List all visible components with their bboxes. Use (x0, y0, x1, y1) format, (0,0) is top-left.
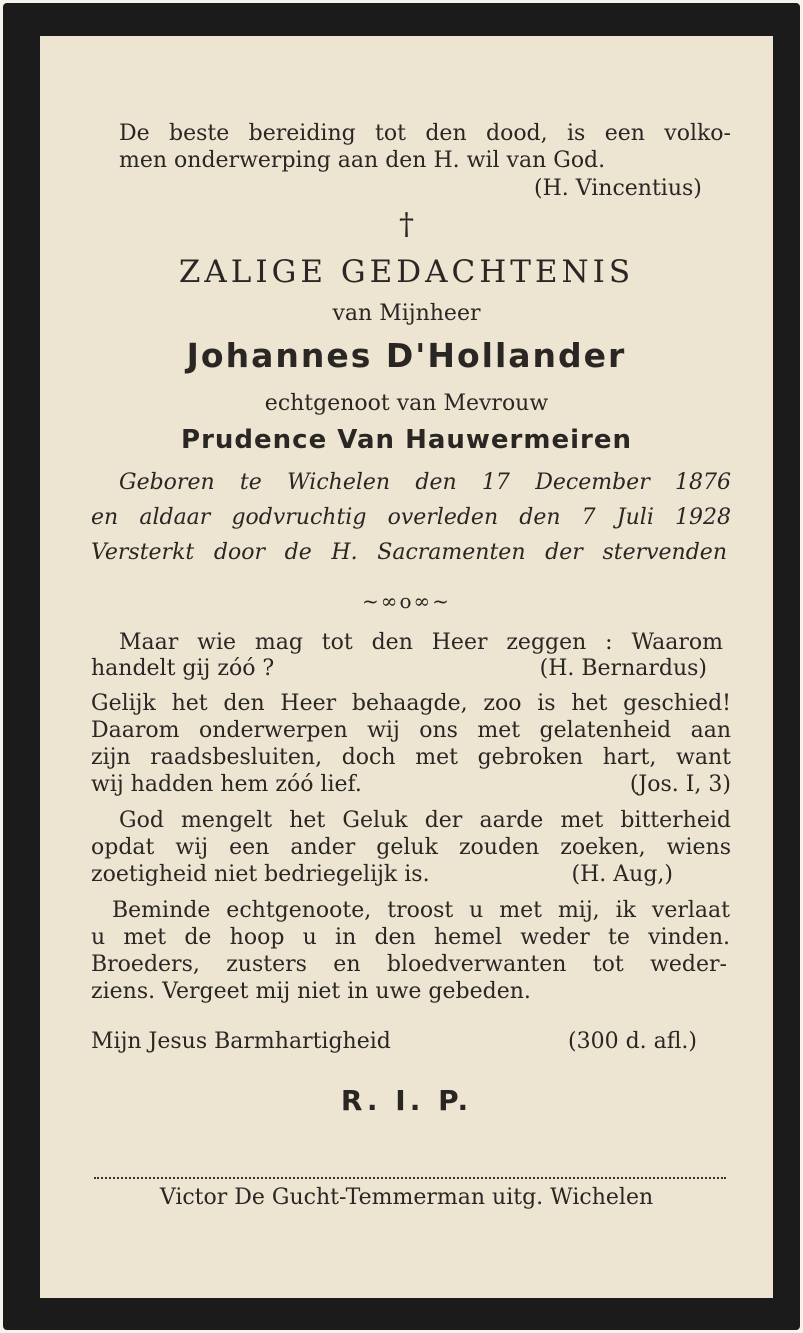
spouse-name: Prudence Van Hauwermeiren (181, 425, 632, 455)
para2-line3: zijn raadsbesluiten, doch met gebroken hart, want (91, 745, 731, 770)
para1-line1: Maar wie mag tot den Heer zeggen : Waarom (119, 630, 723, 655)
para2-line1: Gelijk het den Heer behaagde, zoo is het geschied! (91, 691, 731, 716)
para3-line1: God mengelt het Geluk der aarde met bitterheid (119, 808, 731, 833)
quote1-source: (H. Vincentius) (534, 176, 702, 201)
memorial-subtitle: van Mijnheer (332, 301, 481, 326)
bio-birth: Geboren te Wichelen den 17 December 1876 (119, 470, 731, 495)
rip-inscription: R. I. P. (340, 1084, 473, 1117)
para1-line2 (91, 656, 707, 682)
prayer-text: Mijn Jesus Barmhartigheid (91, 1029, 391, 1054)
quote1-line2: men onderwerping aan den H. wil van God. (119, 148, 606, 173)
card-body (40, 36, 773, 1298)
cross-icon: † (399, 207, 414, 242)
printer-credit: Victor De Gucht-Temmerman uitg. Wichelen (159, 1185, 654, 1210)
para3-line3 (91, 862, 673, 888)
para2-line2: Daarom onderwerpen wij ons met gelatenheid aan (91, 718, 731, 743)
para3-source: (H. Aug,) (571, 862, 673, 887)
spouse-intro: echtgenoot van Mevrouw (264, 391, 549, 416)
bio-death: en aldaar godvruchtig overleden den 7 Juli 1928 (91, 505, 731, 530)
para4-line2: u met de hoop u in den hemel weder te vinden. (91, 925, 730, 950)
para1-text: handelt gij zóó ? (91, 656, 275, 681)
para1-source: (H. Bernardus) (539, 656, 707, 681)
para4-line4: ziens. Vergeet mij niet in uwe gebeden. (91, 979, 531, 1004)
para4-line1: Beminde echtgenoote, troost u met mij, ik verlaat (112, 898, 730, 923)
deceased-name: Johannes D'Hollander (186, 336, 627, 375)
para2-line4 (91, 772, 731, 798)
bio-sacraments: Versterkt door de H. Sacramenten der stervenden (91, 540, 727, 565)
para2-source: (Jos. I, 3) (629, 772, 731, 797)
ornament-divider: ~∞o∞~ (362, 589, 451, 613)
para3-line2: opdat wij een ander geluk zouden zoeken, wiens (91, 835, 731, 860)
prayer-indulgence: (300 d. afl.) (568, 1029, 698, 1054)
dotted-rule (94, 1177, 726, 1179)
memorial-title: ZALIGE GEDACHTENIS (178, 254, 635, 290)
para3-text: zoetigheid niet bedriegelijk is. (91, 862, 430, 887)
para4-line3: Broeders, zusters en bloedverwanten tot weder- (91, 952, 727, 977)
quote1-line1: De beste bereiding tot den dood, is een volko- (119, 121, 731, 146)
mourning-border (3, 3, 800, 1330)
para2-text: wij hadden hem zóó lief. (91, 772, 362, 797)
